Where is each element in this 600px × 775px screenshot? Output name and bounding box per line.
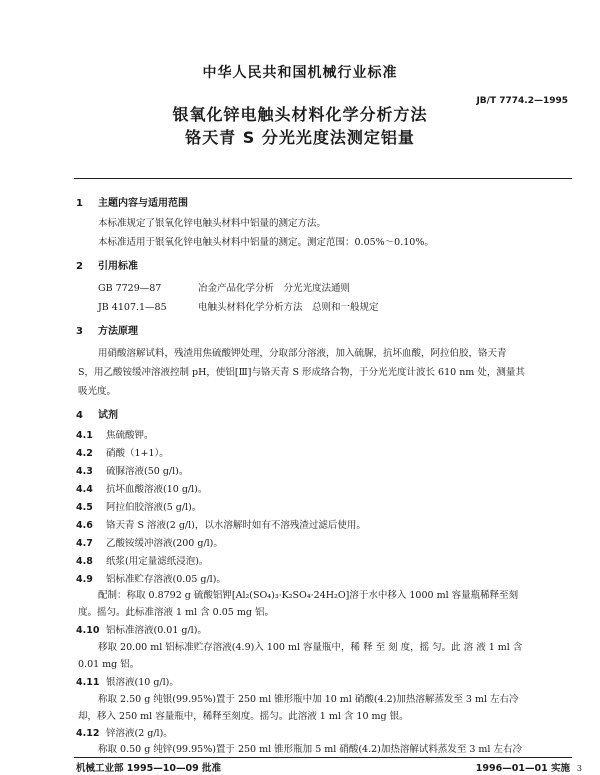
section-1-para-2: 本标准适用于银氧化锌电触头材料中铝量的测定。测定范围：0.05%～0.10%。 xyxy=(98,237,434,248)
reagent-item: 4.11 银溶液(10 g/l)。 xyxy=(76,677,179,688)
reagent-text: 硫脲溶液(50 g/l)。 xyxy=(106,466,189,477)
reagent-4-11-prep-line-1: 称取 2.50 g 纯银(99.95%)置于 250 ml 锥形瓶中加 10 ml 硝酸(4.2)加热溶解蒸发至 3 ml 左右冷 xyxy=(98,694,519,705)
reagent-text: 阿拉伯胶溶液(5 g/l)。 xyxy=(106,502,202,513)
reagent-item: 4.1 焦硫酸钾。 xyxy=(76,430,154,441)
reagent-item: 4.4 抗坏血酸溶液(10 g/l)。 xyxy=(76,484,208,495)
reagent-text: 铝标准溶液(0.01 g/l)。 xyxy=(106,625,207,636)
document-title-line1: 银氧化锌电触头材料化学分析方法 xyxy=(172,105,428,124)
page-number: 3 xyxy=(576,764,582,773)
item-number: 4.12 xyxy=(76,728,100,739)
reagent-item: 4.3 硫脲溶液(50 g/l)。 xyxy=(76,466,189,477)
reagent-text: 抗坏血酸溶液(10 g/l)。 xyxy=(106,484,208,495)
reagent-text: 银溶液(10 g/l)。 xyxy=(106,677,179,688)
reagent-item: 4.6 铬天青 S 溶液(2 g/l)，以水溶解时如有不溶残渣过滤后使用。 xyxy=(76,520,366,531)
reagent-4-11-prep-line-2: 却，移入 250 ml 容量瓶中，稀释至刻度。摇匀。此溶液 1 ml 含 10 mg 银。 xyxy=(78,711,409,722)
reagent-item: 4.10 铝标准溶液(0.01 g/l)。 xyxy=(76,625,207,636)
section-2-heading xyxy=(76,257,138,272)
reagent-text: 铝标准贮存溶液(0.05 g/l)。 xyxy=(106,574,226,585)
reagent-text: 铬天青 S 溶液(2 g/l)，以水溶解时如有不溶残渣过滤后使用。 xyxy=(106,520,366,531)
section-3-line-3: 吸光度。 xyxy=(78,386,117,397)
section-3-heading xyxy=(76,322,138,337)
reference-code: JB 4107.1—85 xyxy=(98,302,167,313)
reference-item xyxy=(98,280,350,294)
reagent-text: 锌溶液(2 g/l)。 xyxy=(106,728,173,739)
footer-divider xyxy=(74,757,572,758)
reagent-item: 4.9 铝标准贮存溶液(0.05 g/l)。 xyxy=(76,574,226,585)
approval-note: 机械工业部 1995—10—09 批准 xyxy=(76,763,221,774)
section-title: 引用标准 xyxy=(98,261,138,272)
standard-org-title: 中华人民共和国机械行业标准 xyxy=(202,65,398,81)
reagent-text: 焦硫酸钾。 xyxy=(106,430,154,441)
header-divider xyxy=(74,178,572,179)
implementation-date: 1996—01—01 实施 xyxy=(475,763,570,774)
reference-name: 冶金产品化学分析 分光光度法通则 xyxy=(198,283,351,294)
reagent-text: 乙酸铵缓冲溶液(200 g/l)。 xyxy=(106,538,223,549)
reagent-item: 4.8 纸浆(用定量滤纸浸泡)。 xyxy=(76,556,209,567)
section-number: 2 xyxy=(76,261,83,272)
section-number: 3 xyxy=(76,326,83,337)
reagent-text: 纸浆(用定量滤纸浸泡)。 xyxy=(106,556,209,567)
section-4-heading xyxy=(76,406,118,421)
reagent-text: 硝酸（1+1）。 xyxy=(106,448,169,459)
reference-name: 电触头材料化学分析方法 总则和一般规定 xyxy=(198,302,379,313)
reference-code: GB 7729—87 xyxy=(98,283,162,294)
reagent-item: 4.2 硝酸（1+1）。 xyxy=(76,448,169,459)
section-3-line-2: S，用乙酸铵缓冲溶液控制 pH，使铝[Ⅲ]与铬天青 S 形成络合物，于分光光度计波长 610 nm 处，测量其 xyxy=(78,367,525,378)
section-1-heading xyxy=(76,194,188,209)
reagent-item xyxy=(76,725,173,739)
reagent-4-9-prep-line-1: 配制：称取 0.8792 g 硫酸铝钾[Al₂(SO₄)₃·K₂SO₄·24H₂O]溶于水中移入 1000 ml 容量瓶稀释至刻 xyxy=(98,590,519,601)
section-number: 1 xyxy=(76,198,83,209)
section-title: 主题内容与适用范围 xyxy=(98,198,188,209)
section-1-para-1: 本标准规定了银氧化锌电触头材料中铝量的测定方法。 xyxy=(98,218,327,229)
reagent-4-12-prep-line-1: 称取 0.50 g 纯锌(99.95%)置于 250 ml 锥形瓶加 5 ml 硝酸(4.2)加热溶解试料蒸发至 3 ml 左右冷 xyxy=(98,744,522,755)
reagent-4-10-prep-line-1: 移取 20.00 ml 铝标准贮存溶液(4.9)入 100 ml 容量瓶中，稀 释 至 刻 度，摇 匀。此 溶 液 1 ml 含 xyxy=(98,642,523,653)
section-title: 试剂 xyxy=(98,410,118,421)
reagent-4-9-prep-line-2: 度。摇匀。此标准溶液 1 ml 含 0.05 mg 铝。 xyxy=(78,607,274,618)
reagent-4-10-prep-line-2: 0.01 mg 铝。 xyxy=(78,659,140,670)
section-number: 4 xyxy=(76,410,83,421)
standard-code: JB/T 7774.2—1995 xyxy=(476,96,568,106)
reagent-item: 4.5 阿拉伯胶溶液(5 g/l)。 xyxy=(76,502,202,513)
document-title-line2: 铬天青 S 分光光度法测定铝量 xyxy=(185,128,415,147)
reagent-item: 4.7 乙酸铵缓冲溶液(200 g/l)。 xyxy=(76,538,223,549)
section-3-line-1: 用硝酸溶解试料，残渣用焦硫酸钾处理，分取部分溶液，加入硫脲，抗坏血酸，阿拉伯胶，铬天青 xyxy=(98,348,507,359)
section-title: 方法原理 xyxy=(98,326,138,337)
reference-item xyxy=(98,299,379,313)
